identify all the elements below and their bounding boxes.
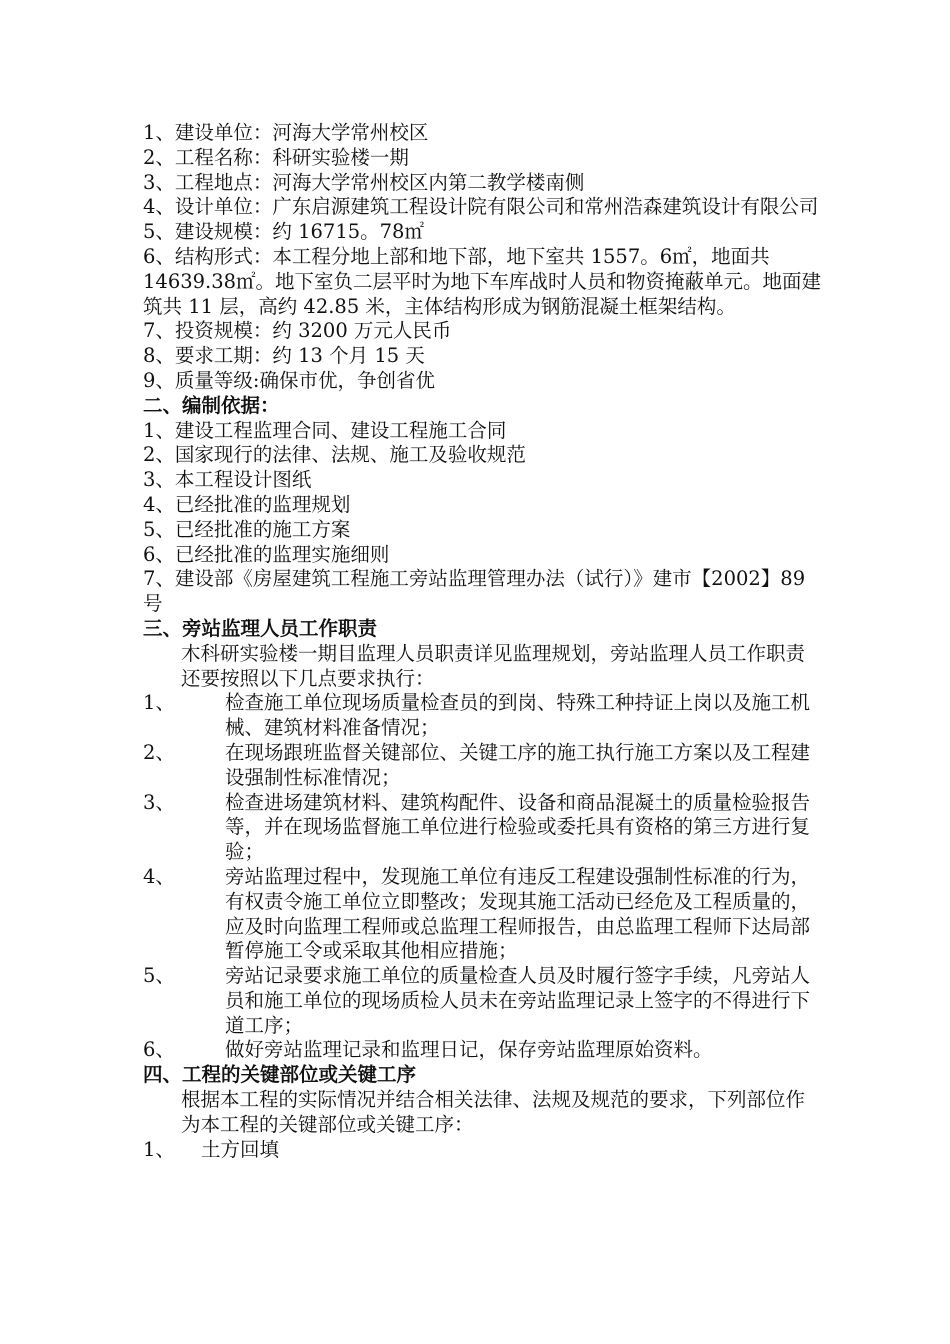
basis-item-7: 7、建设部《房屋建筑工程施工旁站监理管理办法（试行）》建市【2002】89 号 bbox=[143, 567, 806, 616]
document-page bbox=[143, 121, 823, 1162]
info-line-9: 9、质量等级:确保市优，争创省优 bbox=[143, 368, 435, 392]
duty-item-1 bbox=[143, 691, 823, 741]
section-2-heading: 二、编制依据： bbox=[143, 393, 280, 417]
duty-item-number: 6、 bbox=[143, 1038, 175, 1062]
duty-item-text: 在现场跟班监督关键部位、关键工序的施工执行施工方案以及工程建设强制性标准情况； bbox=[225, 740, 811, 789]
duty-item-6 bbox=[143, 1038, 823, 1063]
info-line-2: 2、工程名称：科研实验楼一期 bbox=[143, 145, 409, 169]
duty-item-4 bbox=[143, 865, 823, 964]
duty-item-5 bbox=[143, 964, 823, 1038]
section-4-heading: 四、工程的关键部位或关键工序 bbox=[143, 1063, 417, 1087]
info-line-5: 5、建设规模：约 16715。78㎡ bbox=[143, 220, 424, 244]
section-3-heading: 三、旁站监理人员工作职责 bbox=[143, 616, 378, 640]
basis-item-6: 6、已经批准的监理实施细则 bbox=[143, 542, 390, 566]
info-line-3: 3、工程地点：河海大学常州校区内第二教学楼南侧 bbox=[143, 170, 585, 194]
key-process-number: 1、 bbox=[143, 1137, 175, 1161]
info-line-7: 7、投资规模：约 3200 万元人民币 bbox=[143, 319, 452, 343]
info-line-8: 8、要求工期：约 13 个月 15 天 bbox=[143, 344, 425, 368]
basis-item-5: 5、已经批准的施工方案 bbox=[143, 517, 351, 541]
duty-item-number: 5、 bbox=[143, 964, 175, 988]
basis-item-3: 3、本工程设计图纸 bbox=[143, 468, 312, 492]
duty-item-3 bbox=[143, 791, 823, 865]
duty-item-number: 1、 bbox=[143, 691, 175, 715]
info-line-4: 4、设计单位：广东启源建筑工程设计院有限公司和常州浩森建筑设计有限公司 bbox=[143, 195, 819, 219]
basis-item-1: 1、建设工程监理合同、建设工程施工合同 bbox=[143, 418, 507, 442]
duty-item-number: 2、 bbox=[143, 740, 175, 764]
duty-item-text: 检查施工单位现场质量检查员的到岗、特殊工种持证上岗以及施工机械、建筑材料准备情况； bbox=[225, 691, 811, 740]
info-line-1: 1、建设单位：河海大学常州校区 bbox=[143, 121, 429, 144]
info-line-6: 6、结构形式：本工程分地上部和地下部，地下室共 1557。6㎡，地面共 14639.38㎡。地下室负二层平时为地下车库战时人员和物资掩蔽单元。地面建筑共 11 层，高约 42.85 米，主体结构形成为钢筋混凝土框架结构。 bbox=[143, 244, 822, 318]
section-4-intro: 根据本工程的实际情况并结合相关法律、法规及规范的要求，下列部位作为本工程的关键部位或关键工序： bbox=[181, 1088, 806, 1136]
duty-item-text: 旁站监理过程中，发现施工单位有违反工程建设强制性标准的行为，有权责令施工单位立即整改；发现其施工活动已经危及工程质量的，应及时向监理工程师或总监理工程师报告，由总监理工程师下达局部暂停施工令或采取其他相应措施； bbox=[225, 864, 811, 963]
duty-item-number: 4、 bbox=[143, 864, 175, 888]
section-3-intro: 木科研实验楼一期目监理人员职责详见监理规划，旁站监理人员工作职责还要按照以下几点要求执行： bbox=[181, 641, 806, 690]
duty-item-number: 3、 bbox=[143, 790, 175, 814]
basis-item-4: 4、已经批准的监理规划 bbox=[143, 492, 351, 516]
key-process-text: 土方回填 bbox=[201, 1137, 280, 1161]
basis-item-2: 2、国家现行的法律、法规、施工及验收规范 bbox=[143, 443, 526, 467]
duty-item-text: 检查进场建筑材料、建筑构配件、设备和商品混凝土的质量检验报告等，并在现场监督施工单位进行检验或委托具有资格的第三方进行复验； bbox=[225, 790, 811, 864]
duty-item-text: 旁站记录要求施工单位的质量检查人员及时履行签字手续，凡旁站人员和施工单位的现场质检人员未在旁站监理记录上签字的不得进行下道工序； bbox=[225, 964, 811, 1037]
key-process-item-1 bbox=[143, 1138, 823, 1163]
duty-item-text: 做好旁站监理记录和监理日记，保存旁站监理原始资料。 bbox=[225, 1038, 713, 1062]
duty-item-2 bbox=[143, 741, 823, 791]
